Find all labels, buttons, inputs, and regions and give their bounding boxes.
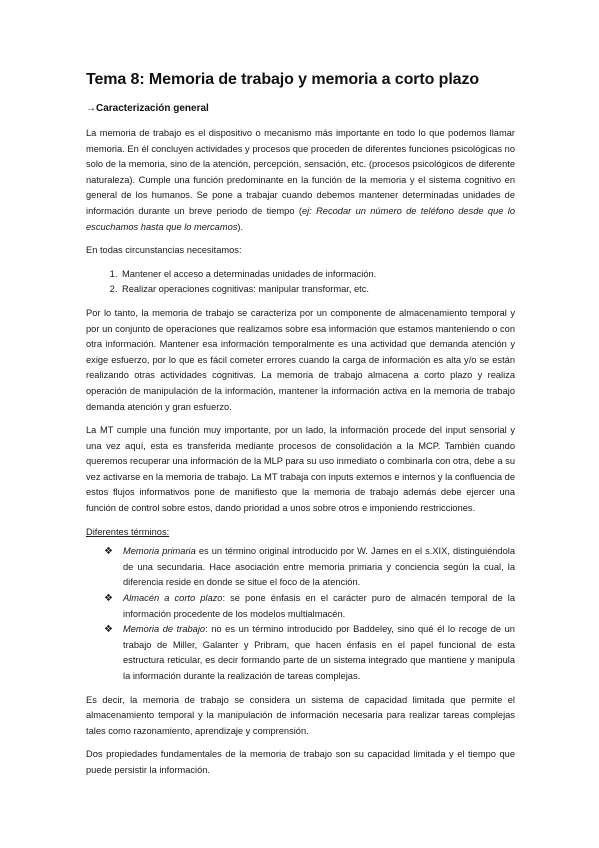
term-description: es un término original introducido por W. James en el s.XIX, distinguiéndola de una secundaria. Hace asociación entre memoria primaria y conciencia según la cual, la diferencia reside en donde se situe el foco de la atención. <box>123 546 515 588</box>
diamond-bullet-icon: ❖ <box>104 546 113 558</box>
terms-list <box>86 544 515 684</box>
paragraph-intro-example: ej: Recodar un número de teléfono desde que lo escuchamos hasta que lo mercamos <box>86 205 515 232</box>
paragraph-definition: Es decir, la memoria de trabajo se considera un sistema de capacidad limitada que permite el almacenamiento temporal y la manipulación de información necesaria para realizar tareas complejas tales como razonamiento, aprendizaje y comprensión. <box>86 694 515 736</box>
paragraph-characterization: Por lo tanto, la memoria de trabajo se caracteriza por un componente de almacenamiento temporal y por un conjunto de operaciones que realizamos sobre esa información que estamos manteniendo o con otra información. Mantener esa información temporalmente es una actividad que demanda atención y exige esfuerzo, por lo que es fácil cometer errores cuando la carga de información es alta y/o se están realizando otras actividades cognitivas. La memoria de trabajo almacena a corto plazo y realiza operación de manipulación de la información, mantener la información activa en la memoria de trabajo demanda atención y gran esfuerzo. <box>86 307 515 412</box>
paragraph-properties: Dos propiedades fundamentales de la memoria de trabajo son su capacidad limitada y el tiempo que puede persistir la información. <box>86 749 515 775</box>
terms-heading: Diferentes términos: <box>86 526 170 537</box>
term-description: : no es un término introducido por Baddeley, sino qué él lo recoge de un trabajo de Miller, Galanter y Pribram, que hacen énfasis en el papel funcional de esta estructura reticular, es decir formando parte de un sistema integrado que mantiene y manipula la información durante la realización de tareas complejas. <box>123 624 515 681</box>
diamond-bullet-icon: ❖ <box>104 593 113 605</box>
section-heading: →Caracterización general <box>86 103 209 114</box>
list-item: 1. Mantener el acceso a determinadas unidades de información. <box>120 267 515 283</box>
term-description: : se pone énfasis en el carácter puro de almacén temporal de la información procedente de los modelos multialmacén. <box>123 593 515 619</box>
paragraph-mt-function: La MT cumple una función muy importante, por un lado, la información procede del input sensorial y una vez aquí, esta es transferida mediante procesos de consolidación a la MCP. También cuando queremos recuperar una información de la MLP para su uso inmediato o combinarla con otra, debe a su vez activarse en la memoria de trabajo. La MT trabaja con inputs externos e internos y la confluencia de estos flujos informativos pone de manifiesto que la memoria de trabajo además debe ejercer una función de control sobre estos, dando prioridad a unos sobre otros e imponiendo restricciones. <box>86 425 515 514</box>
paragraph-circumstances: En todas circunstancias necesitamos: <box>86 245 242 256</box>
page-title: Tema 8: Memoria de trabajo y memoria a corto plazo <box>86 71 480 88</box>
term-item <box>104 622 515 684</box>
term-item <box>104 544 515 591</box>
document-page <box>86 70 515 787</box>
numbered-list <box>86 267 515 298</box>
term-name: Memoria de trabajo <box>123 624 206 635</box>
list-item: 2. Realizar operaciones cognitivas: manipular transformar, etc. <box>120 282 515 298</box>
term-name: Memoria primaria <box>123 546 196 557</box>
term-name: Almacén a corto plazo <box>123 593 223 604</box>
paragraph-intro-end: ). <box>237 221 244 232</box>
term-item <box>104 591 515 622</box>
diamond-bullet-icon: ❖ <box>104 624 113 636</box>
paragraph-intro-text: La memoria de trabajo es el dispositivo o mecanismo más importante en todo lo que podemos llamar memoria. En él concluyen actividades y procesos que proceden de diferentes funciones psicológicas no solo de la memoria, sino de la atención, percepción, sensación, etc. (procesos psicológicos de diferente naturaleza). Cumple una función predominante en la función de la memoria y el sistema cognitivo en general de los humanos. Se pone a trabajar cuando debemos mantener determinadas unidades de información durante un breve periodo de tiempo ( <box>86 128 515 216</box>
paragraph-intro <box>86 126 515 235</box>
